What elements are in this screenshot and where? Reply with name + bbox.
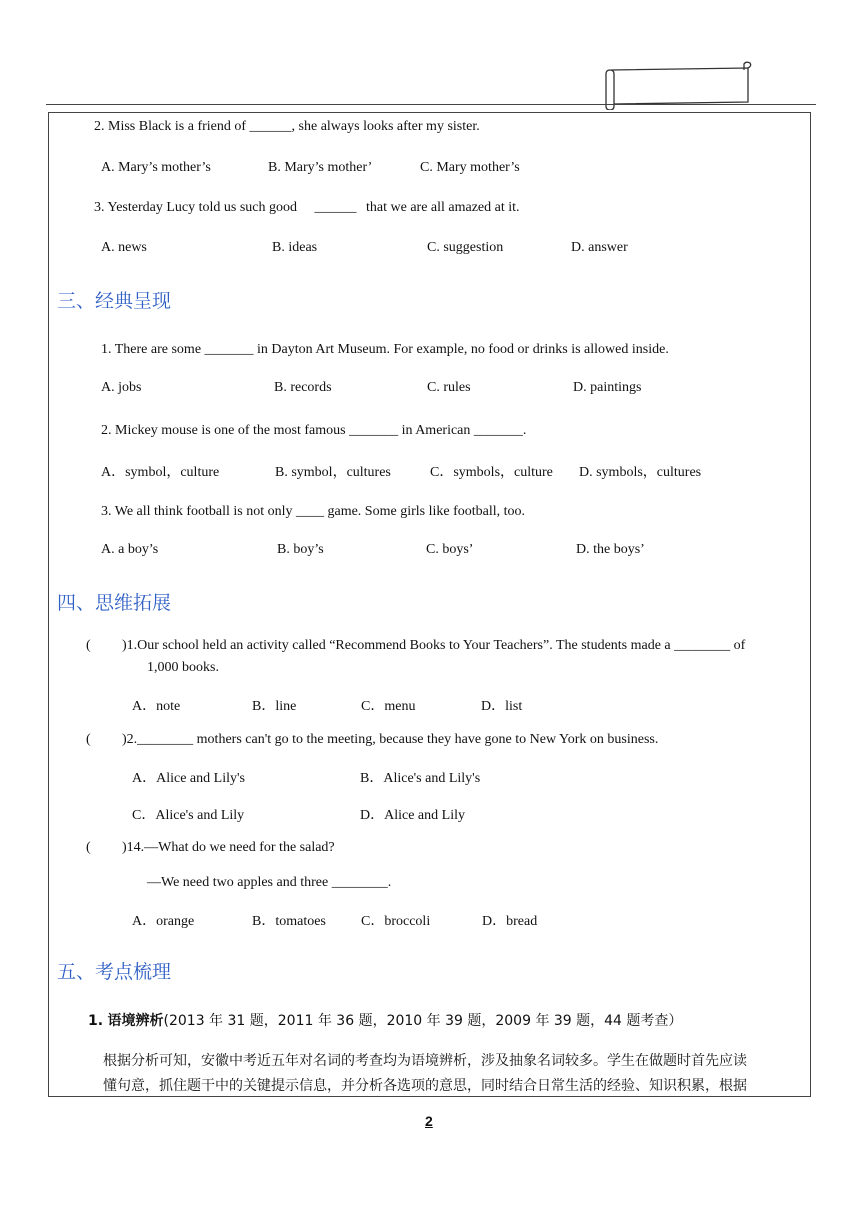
option-c: C．broccoli (361, 914, 431, 929)
option-b: B. ideas (272, 240, 318, 255)
point-title-detail: (2013 年 31 题，2011 年 36 题，2010 年 39 题，2009 年 39 题，44 题考查） (163, 1013, 683, 1029)
option-a: A．Alice and Lily's (132, 771, 245, 786)
option-c: C．symbols，culture (430, 465, 553, 480)
point-title-bold: 语境辨析 (107, 1013, 164, 1029)
point-number: 1. (88, 1013, 104, 1029)
option-a: A. a boy’s (101, 542, 159, 557)
option-c: C．Alice's and Lily (132, 808, 245, 823)
header-rule (46, 104, 816, 105)
option-a: A．note (132, 699, 181, 714)
option-a: A．symbol，culture (101, 465, 220, 480)
answer-paren: ( (86, 840, 91, 855)
option-d: D. answer (571, 240, 628, 255)
option-d: D．Alice and Lily (360, 808, 465, 823)
question-text: 2. Mickey mouse is one of the most famous _______ in American _______. (101, 423, 527, 438)
answer-paren: ( (86, 638, 91, 653)
answer-paren: ( (86, 732, 91, 747)
option-b: B. records (274, 380, 332, 395)
question-text: )14.—What do we need for the salad? (122, 840, 335, 855)
option-c: C. rules (427, 380, 471, 395)
paragraph-line: 懂句意，抓住题干中的关键提示信息，并分析各选项的意思，同时结合日常生活的经验、知识积累，根据 (103, 1078, 747, 1094)
option-b: B．tomatoes (252, 914, 326, 929)
option-d: D. symbols，cultures (579, 465, 702, 480)
section-heading: 三、经典呈现 (57, 290, 172, 312)
option-b: B. Mary’s mother’ (268, 160, 373, 175)
option-c: C. boys’ (426, 542, 474, 557)
option-b: B．line (252, 699, 297, 714)
option-b: B．Alice's and Lily's (360, 771, 481, 786)
question-text: )2.________ mothers can't go to the meeting, because they have gone to New York on business. (122, 732, 659, 747)
question-text: 1. There are some _______ in Dayton Art Museum. For example, no food or drinks is allowed inside. (101, 342, 669, 357)
option-a: A. jobs (101, 380, 142, 395)
scroll-banner-icon (602, 60, 754, 110)
option-a: A．orange (132, 914, 195, 929)
option-b: B. symbol，cultures (275, 465, 391, 480)
point-title (88, 1010, 682, 1030)
option-d: D. the boys’ (576, 542, 645, 557)
option-a: A. Mary’s mother’s (101, 160, 211, 175)
option-c: C. suggestion (427, 240, 504, 255)
option-d: D．bread (482, 914, 538, 929)
question-text: 3. We all think football is not only ____ game. Some girls like football, too. (101, 504, 526, 519)
question-text-after: that we are all amazed at it. (366, 200, 520, 215)
option-c: C．menu (361, 699, 416, 714)
question-text-before: 3. Yesterday Lucy told us such good (94, 200, 297, 215)
option-a: A. news (101, 240, 147, 255)
option-b: B. boy’s (277, 542, 324, 557)
question-text (94, 200, 520, 216)
question-text: )1.Our school held an activity called “Recommend Books to Your Teachers”. The students made a ________ of (122, 638, 746, 653)
section-heading: 四、思维拓展 (57, 592, 172, 614)
paragraph-line: 根据分析可知，安徽中考近五年对名词的考查均为语境辨析，涉及抽象名词较多。学生在做题时首先应读 (103, 1053, 747, 1069)
page-number: 2 (425, 1113, 433, 1129)
question-text-continued: 1,000 books. (147, 660, 219, 675)
question-text: 2. Miss Black is a friend of ______, she always looks after my sister. (94, 119, 480, 134)
question-text-continued: —We need two apples and three ________. (147, 875, 392, 890)
answer-blank: ______ (314, 200, 357, 215)
option-d: D．list (481, 699, 523, 714)
option-c: C. Mary mother’s (420, 160, 520, 175)
option-d: D. paintings (573, 380, 642, 395)
section-heading: 五、考点梳理 (57, 961, 172, 983)
